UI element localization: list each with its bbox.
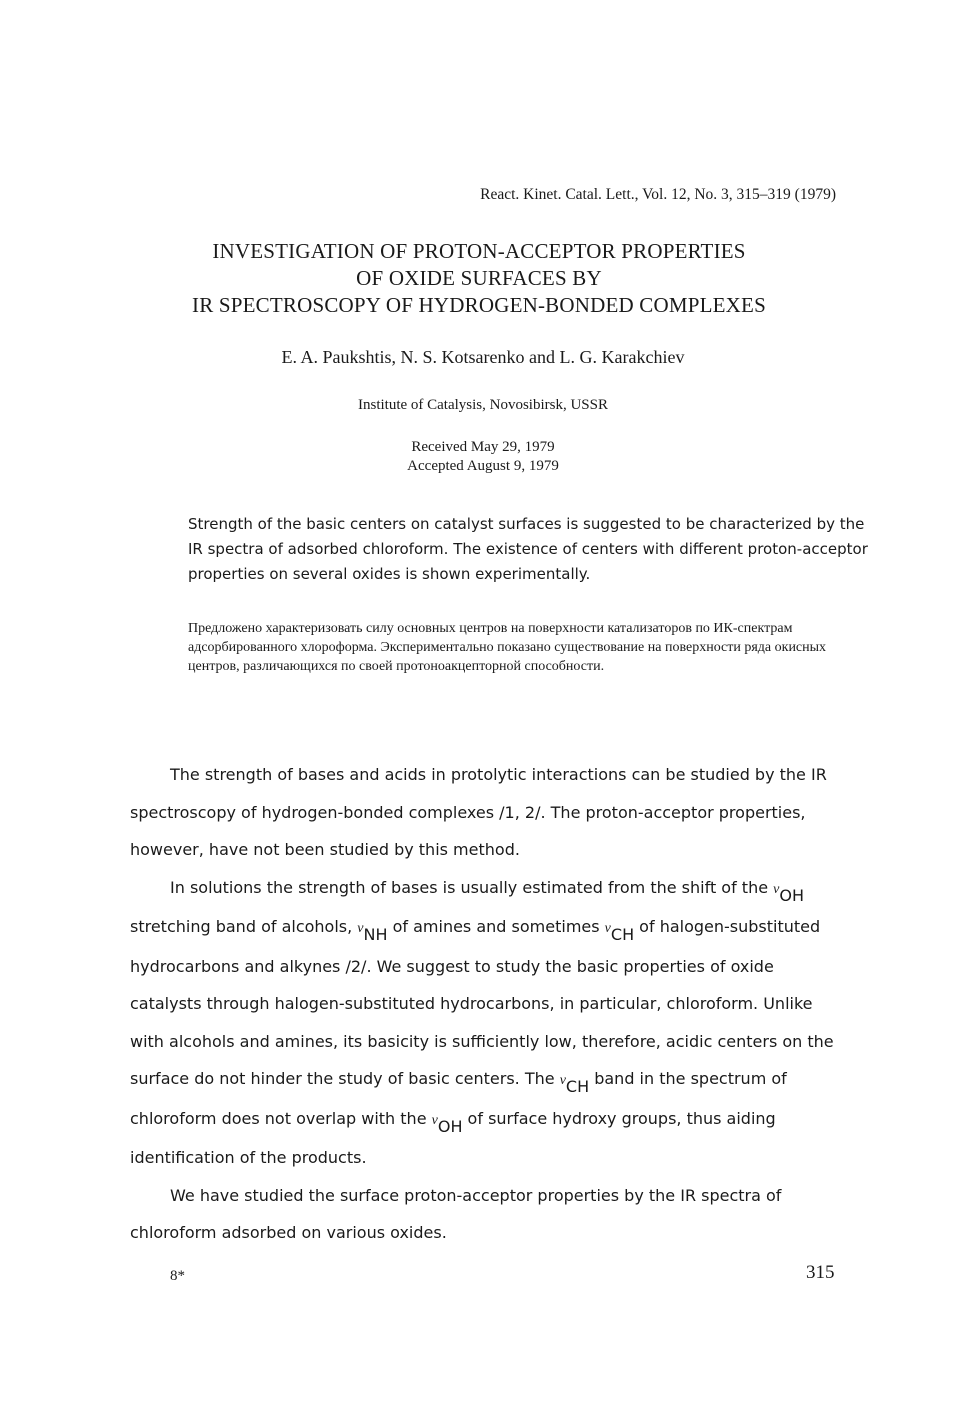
- dates: [0, 438, 966, 476]
- nu-symbol: ν: [773, 881, 780, 897]
- nu-symbol: ν: [559, 1073, 566, 1088]
- paragraph: [130, 869, 840, 1177]
- authors: E. A. Paukshtis, N. S. Kotsarenko and L. G. Karakchiev: [281, 347, 685, 367]
- title-line: IR SPECTROSCOPY OF HYDROGEN-BONDED COMPLEXES: [192, 293, 766, 317]
- paragraph: The strength of bases and acids in protolytic interactions can be studied by the IR spectroscopy of hydrogen-bonded complexes /1, 2/. The proton-acceptor properties, however, have not been studied by this method.: [130, 765, 827, 859]
- text-run: of halogen-substituted hydrocarbons and alkynes /2/. We suggest to study the basic properties of oxide catalysts through halogen-substituted hydrocarbons, in particular, chloroform. Unlike with alcohols and amines, its basicity is sufficiently low, therefore, acidic centers on the surface do not hinder the study of basic centers. The: [130, 917, 834, 1088]
- body-text: [130, 756, 840, 1252]
- accepted-date: Accepted August 9, 1979: [407, 458, 559, 474]
- abstract-english: Strength of the basic centers on catalyst surfaces is suggested to be characterized by the IR spectra of adsorbed chloroform. The existence of centers with different proton-acceptor properties on several oxides is shown experimentally.: [188, 515, 868, 583]
- title-line: INVESTIGATION OF PROTON-ACCEPTOR PROPERTIES: [212, 239, 746, 263]
- subscript-oh: OH: [779, 885, 804, 905]
- text-run: of amines and sometimes: [387, 917, 605, 936]
- subscript-oh: OH: [437, 1116, 463, 1136]
- nu-symbol: ν: [604, 921, 611, 936]
- text-run: band in the spectrum of chloroform does not overlap with the: [130, 1069, 787, 1128]
- text-run: stretching band of alcohols,: [130, 917, 358, 936]
- subscript-ch: CH: [565, 1077, 590, 1096]
- page-number: 315: [806, 1262, 835, 1283]
- text-run: In solutions the strength of bases is usually estimated from the shift of the: [170, 877, 774, 897]
- signature-mark: 8*: [170, 1268, 185, 1284]
- institute: Institute of Catalysis, Novosibirsk, USSR: [357, 397, 608, 413]
- subscript-nh: NH: [363, 925, 388, 944]
- nu-symbol: ν: [431, 1112, 438, 1128]
- article-title: [0, 238, 958, 319]
- text-run: of surface hydroxy groups, thus aiding identification of the products.: [130, 1108, 776, 1167]
- received-date: Received May 29, 1979: [411, 439, 555, 455]
- title-line: OF OXIDE SURFACES BY: [356, 266, 602, 290]
- abstract-russian: Предложено характеризовать силу основных центров на поверхности катализаторов по ИК-спектрам адсорбированного хлороформа. Экспериментально показано существование на поверхности ряда окисных центров, различающихся по своей протоноакцепторной способности.: [188, 621, 827, 674]
- paragraph: We have studied the surface proton-acceptor properties by the IR spectra of chloroform adsorbed on various oxides.: [130, 1185, 782, 1242]
- journal-reference: React. Kinet. Catal. Lett., Vol. 12, No. 3, 315–319 (1979): [480, 186, 836, 203]
- nu-symbol: ν: [357, 921, 364, 936]
- subscript-ch: CH: [610, 925, 635, 944]
